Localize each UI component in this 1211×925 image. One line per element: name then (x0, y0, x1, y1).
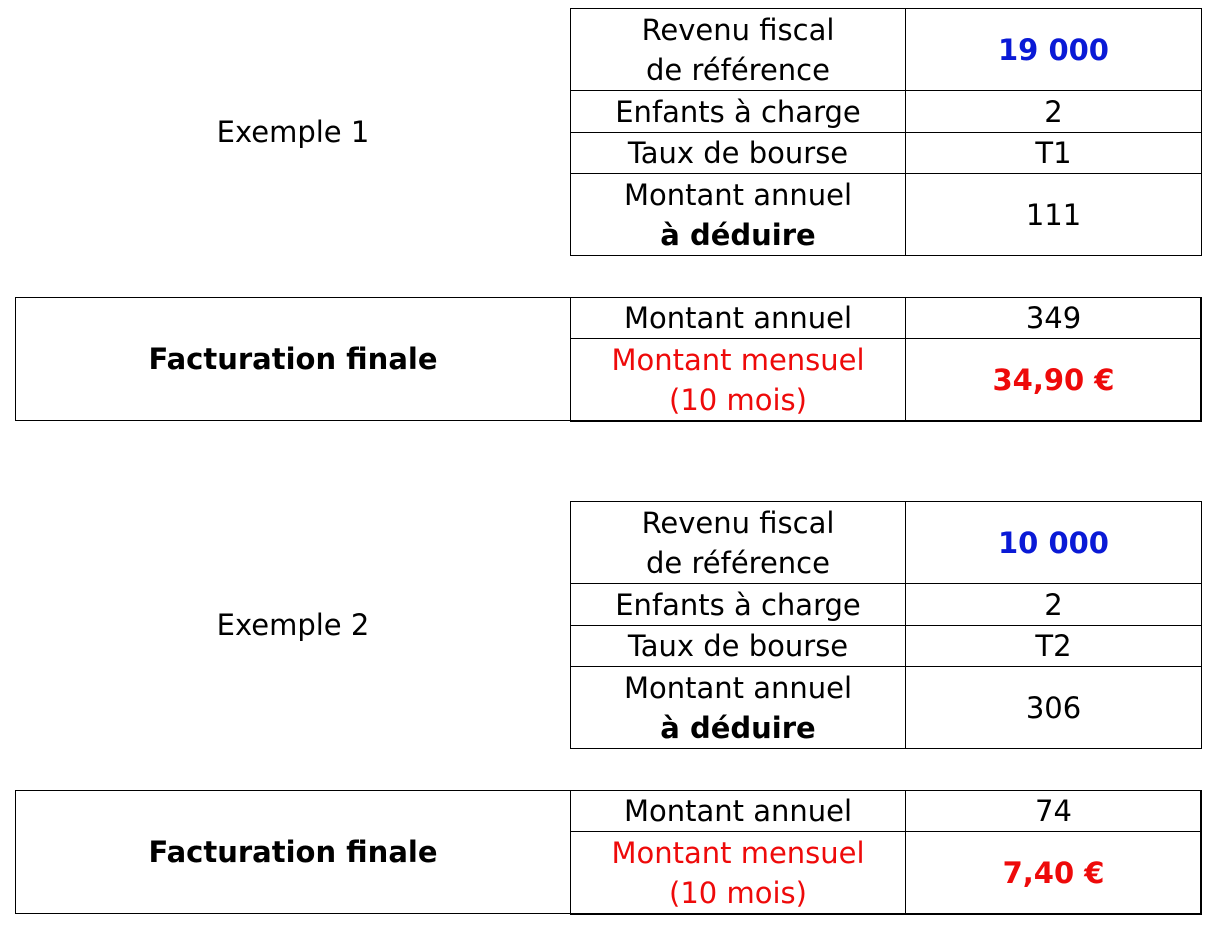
table-row (571, 339, 1202, 422)
revenu-label-line2: de référence (646, 545, 830, 580)
example-2-title: Exemple 2 (216, 607, 370, 642)
mensuel-label-line1: Montant mensuel (611, 343, 865, 377)
example-2-label (16, 501, 570, 748)
revenu-label-line1: Revenu fiscal (641, 12, 835, 47)
mensuel-value: 7,40 € (906, 832, 1202, 915)
deduire-label-line1: Montant annuel (623, 177, 853, 212)
facturation-2-title: Facturation finale (148, 835, 438, 869)
facturation-2-table (570, 790, 1202, 915)
deduire-label-cell (571, 174, 906, 256)
deduire-label-line2: à déduire (660, 710, 816, 745)
deduire-label-cell (571, 667, 906, 749)
enfants-label: Enfants à charge (571, 91, 906, 133)
mensuel-value: 34,90 € (906, 339, 1202, 422)
facturation-2-label (16, 790, 570, 914)
table-row (571, 133, 1202, 174)
table-row (571, 502, 1202, 584)
table-row (571, 832, 1202, 915)
enfants-value: 2 (906, 584, 1202, 626)
revenu-label-cell (571, 502, 906, 584)
facturation-1-title: Facturation finale (148, 342, 438, 376)
enfants-value: 2 (906, 91, 1202, 133)
example-1-table (570, 8, 1202, 256)
taux-label: Taux de bourse (571, 133, 906, 174)
table-row (571, 791, 1202, 832)
revenu-label-line2: de référence (646, 52, 830, 87)
table-row (571, 9, 1202, 91)
deduire-label-line1: Montant annuel (623, 670, 853, 705)
taux-value: T1 (906, 133, 1202, 174)
table-row (571, 91, 1202, 133)
facturation-1-label (16, 297, 570, 421)
mensuel-label-line2: (10 mois) (669, 383, 807, 417)
annuel-label: Montant annuel (571, 791, 906, 832)
annuel-value: 349 (906, 298, 1202, 339)
annuel-value: 74 (906, 791, 1202, 832)
table-row (571, 174, 1202, 256)
table-row (571, 298, 1202, 339)
taux-label: Taux de bourse (571, 626, 906, 667)
mensuel-label-cell (571, 832, 906, 915)
example-1-title: Exemple 1 (216, 114, 370, 149)
taux-value: T2 (906, 626, 1202, 667)
facturation-1-table (570, 297, 1202, 422)
annuel-label: Montant annuel (571, 298, 906, 339)
example-2-table (570, 501, 1202, 749)
table-row (571, 667, 1202, 749)
example-1-label (16, 8, 570, 255)
mensuel-label-line1: Montant mensuel (611, 836, 865, 870)
revenu-value: 19 000 (906, 9, 1202, 91)
deduire-value: 111 (906, 174, 1202, 256)
revenu-label-line1: Revenu fiscal (641, 505, 835, 540)
deduire-label-line2: à déduire (660, 217, 816, 252)
enfants-label: Enfants à charge (571, 584, 906, 626)
mensuel-label-line2: (10 mois) (669, 876, 807, 910)
mensuel-label-cell (571, 339, 906, 422)
deduire-value: 306 (906, 667, 1202, 749)
revenu-label-cell (571, 9, 906, 91)
table-row (571, 626, 1202, 667)
revenu-value: 10 000 (906, 502, 1202, 584)
table-row (571, 584, 1202, 626)
